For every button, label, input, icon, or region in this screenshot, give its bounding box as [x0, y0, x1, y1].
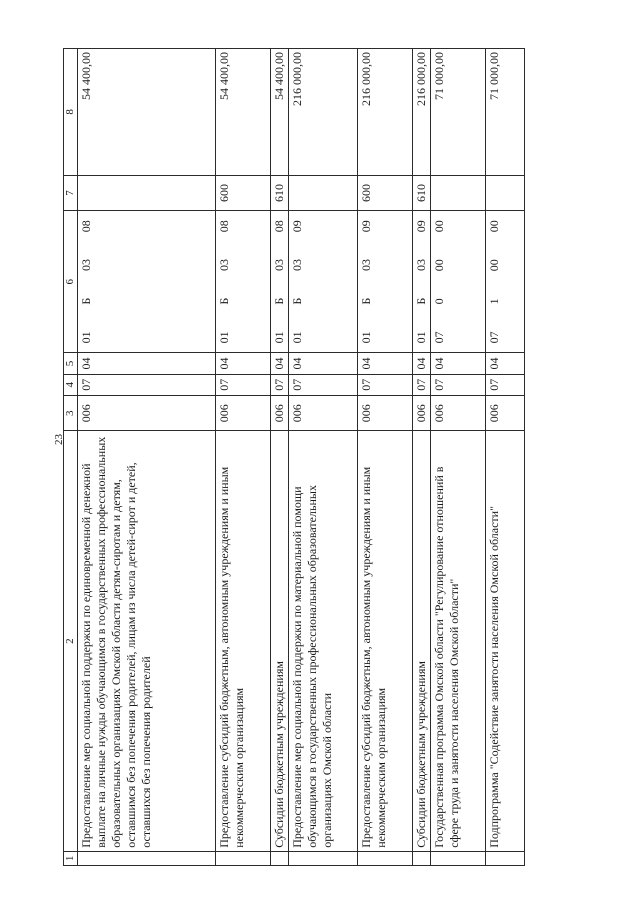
section-code: 07 — [216, 374, 271, 395]
code-part: 00 — [487, 220, 501, 233]
table-row — [78, 49, 216, 866]
amount: 54 400,00 — [78, 49, 216, 176]
code-part: 00 — [432, 259, 446, 272]
code-part: Б — [359, 297, 373, 305]
table-row — [431, 49, 486, 866]
budget-table-rotated — [63, 48, 560, 866]
row-number-cell — [271, 851, 289, 865]
target-article-code — [216, 211, 271, 353]
code-part: 01 — [359, 331, 373, 344]
target-article-code — [413, 211, 431, 353]
ministry-code: 006 — [78, 395, 216, 431]
amount: 71 000,00 — [486, 49, 525, 176]
subsection-code: 04 — [78, 353, 216, 374]
row-number-cell — [216, 851, 271, 865]
row-description: Предоставление субсидий бюджетным, автономным учреждениям и иным некоммерческим организациям — [358, 431, 413, 851]
code-part: 00 — [432, 220, 446, 233]
row-number-cell — [358, 851, 413, 865]
table-row — [271, 49, 289, 866]
expense-type-code — [431, 175, 486, 211]
expense-type-code — [78, 175, 216, 211]
expense-type-code — [289, 175, 358, 211]
amount: 216 000,00 — [413, 49, 431, 176]
target-article-code — [289, 211, 358, 353]
amount: 216 000,00 — [289, 49, 358, 176]
code-part: 03 — [290, 259, 304, 271]
target-article-code — [358, 211, 413, 353]
row-number-cell — [78, 851, 216, 865]
code-part: 03 — [414, 259, 428, 271]
table-row — [486, 49, 525, 866]
code-part: 08 — [272, 220, 286, 233]
section-code: 07 — [431, 374, 486, 395]
header-row — [64, 49, 78, 866]
header-col-8: 8 — [64, 49, 78, 176]
code-part: 03 — [272, 259, 286, 271]
expense-type-code: 610 — [271, 175, 289, 211]
code-part: 1 — [487, 298, 501, 305]
section-code: 07 — [413, 374, 431, 395]
subsection-code: 04 — [271, 353, 289, 374]
subsection-code: 04 — [358, 353, 413, 374]
expense-type-code: 600 — [216, 175, 271, 211]
page-number: 23 — [53, 434, 65, 445]
code-part: 01 — [414, 331, 428, 344]
ministry-code: 006 — [358, 395, 413, 431]
code-part: 09 — [290, 220, 304, 233]
table-row — [358, 49, 413, 866]
code-part: 07 — [487, 331, 501, 344]
header-col-5: 5 — [64, 353, 78, 374]
subsection-code: 04 — [486, 353, 525, 374]
row-number-cell — [413, 851, 431, 865]
subsection-code: 04 — [289, 353, 358, 374]
header-col-4: 4 — [64, 374, 78, 395]
target-article-code — [486, 211, 525, 353]
code-part: 0 — [432, 298, 446, 305]
row-number-cell — [289, 851, 358, 865]
expense-type-code — [486, 175, 525, 211]
subsection-code: 04 — [216, 353, 271, 374]
header-col-3: 3 — [64, 395, 78, 431]
row-description: Предоставление субсидий бюджетным, автономным учреждениям и иным некоммерческим организациям — [216, 431, 271, 851]
table-row — [289, 49, 358, 866]
ministry-code: 006 — [413, 395, 431, 431]
code-part: 03 — [217, 259, 231, 271]
target-article-code — [271, 211, 289, 353]
subsection-code: 04 — [431, 353, 486, 374]
ministry-code: 006 — [216, 395, 271, 431]
code-part: 09 — [359, 220, 373, 233]
row-number-cell — [486, 851, 525, 865]
ministry-code: 006 — [486, 395, 525, 431]
subsection-code: 04 — [413, 353, 431, 374]
code-part: 00 — [487, 259, 501, 272]
expense-type-code: 610 — [413, 175, 431, 211]
code-part: Б — [414, 297, 428, 305]
code-part: 09 — [414, 220, 428, 233]
code-part: 01 — [290, 331, 304, 344]
section-code: 07 — [358, 374, 413, 395]
section-code: 07 — [271, 374, 289, 395]
header-col-2: 2 — [64, 431, 78, 851]
code-part: Б — [79, 297, 93, 305]
ministry-code: 006 — [431, 395, 486, 431]
budget-table — [63, 48, 525, 866]
code-part: Б — [272, 297, 286, 305]
header-col-1: 1 — [64, 851, 78, 865]
code-part: 08 — [217, 220, 231, 233]
header-col-6: 6 — [64, 211, 78, 353]
ministry-code: 006 — [271, 395, 289, 431]
code-part: 01 — [217, 331, 231, 344]
section-code: 07 — [289, 374, 358, 395]
row-description: Предоставление мер социальной поддержки по единовременной денежной выплате на личные нужды обучающимся в государственных профессиональных образовательных организациях Омской области детям-сиротам и детям, оставшимся без попечения родителей, лицам из числа детей-сирот и детей, оставшихся без попечения родителей — [78, 431, 216, 851]
amount: 216 000,00 — [358, 49, 413, 176]
code-part: 08 — [79, 220, 93, 233]
amount: 54 400,00 — [271, 49, 289, 176]
expense-type-code: 600 — [358, 175, 413, 211]
row-description: Подпрограмма "Содействие занятости населения Омской области" — [486, 431, 525, 851]
target-article-code — [431, 211, 486, 353]
row-description: Субсидии бюджетным учреждениям — [413, 431, 431, 851]
row-description: Государственная программа Омской области "Регулирование отношений в сфере труда и занятости населения Омской области" — [431, 431, 486, 851]
table-row — [413, 49, 431, 866]
code-part: Б — [217, 297, 231, 305]
target-article-code — [78, 211, 216, 353]
code-part: 07 — [432, 331, 446, 344]
ministry-code: 006 — [289, 395, 358, 431]
section-code: 07 — [78, 374, 216, 395]
row-number-cell — [431, 851, 486, 865]
code-part: 01 — [272, 331, 286, 344]
row-description: Субсидии бюджетным учреждениям — [271, 431, 289, 851]
code-part: 03 — [359, 259, 373, 271]
code-part: 01 — [79, 331, 93, 344]
section-code: 07 — [486, 374, 525, 395]
header-col-7: 7 — [64, 175, 78, 211]
amount: 71 000,00 — [431, 49, 486, 176]
code-part: 03 — [79, 259, 93, 271]
row-description: Предоставление мер социальной поддержки по материальной помощи обучающимся в государственных профессиональных образовательных организациях Омской области — [289, 431, 358, 851]
code-part: Б — [290, 297, 304, 305]
table-row — [216, 49, 271, 866]
amount: 54 400,00 — [216, 49, 271, 176]
